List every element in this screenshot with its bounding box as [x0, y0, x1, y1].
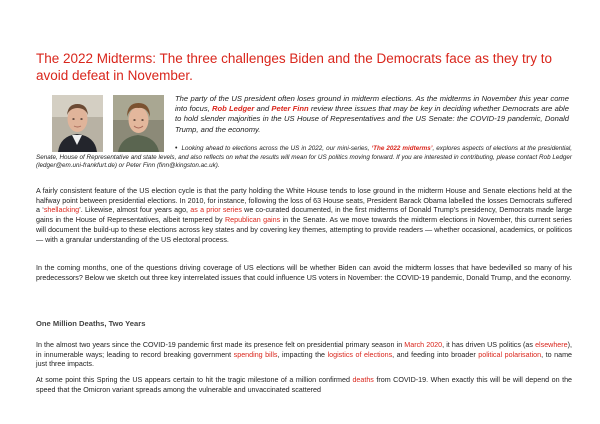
- link-republican-gains[interactable]: Republican gains: [225, 216, 281, 225]
- link-logistics-of-elections[interactable]: logistics of elections: [327, 350, 393, 359]
- author-link-rob-ledger[interactable]: Rob Ledger: [211, 104, 255, 114]
- link-political-polarisation[interactable]: political polarisation: [478, 350, 542, 359]
- bullet-icon: •: [175, 145, 178, 152]
- series-link[interactable]: ‘The 2022 midterms’: [371, 145, 433, 152]
- author-photo-rob-ledger: [52, 95, 103, 152]
- body-paragraph-2: In the coming months, one of the questions driving coverage of US elections will be whether Biden can avoid the midterm losses that have bedevilled so many of his predecessors? Below we sketch out three key interrelated issues that could influence US voters in November: the COVID-19 pandemic, Donald Trump, and the economy.: [36, 264, 572, 282]
- link-prior-series[interactable]: as a prior series: [190, 206, 242, 215]
- body-paragraph-3: In the almost two years since the COVID-19 pandemic first made its presence felt on presidential primary season in March 2020, it has driven US politics (as elsewhere), in innumerable ways; leading to record breaking government spending bills, impacting the logistics of elections, and feeding into broader political polarisation, to name just three impacts.: [36, 341, 572, 369]
- body-paragraph-4: At some point this Spring the US appears certain to hit the tragic milestone of a million confirmed deaths from COVID-19. When exactly this will be will depend on the speed that the Omicron variant spreads among the vulnerable and unvaccinated scattered: [36, 376, 573, 394]
- series-note: • Looking ahead to elections across the US in 2022, our mini-series, ‘The 2022 midterms’, explores aspects of elections at the presidential, Senate, House of Representative and state levels, and also reflects on what the results will mean for US politics moving forward. If you are interested in contributing, please contact Rob Ledger (ledger@em.uni-frankfurt.de) or Peter Finn (finn@kingston.ac.uk).: [36, 145, 573, 170]
- article-standfirst: The party of the US president often loses ground in midterm elections. As the midterms in November this year come into focus, Rob Ledger and Peter Finn review three issues that may be key in deciding whether Democrats are able to hold slender majorities in the US House of Representatives and the US Senate: the COVID-19 pandemic, Donald Trump, and the economy.: [175, 94, 569, 134]
- link-deaths[interactable]: deaths: [352, 376, 374, 384]
- section-heading: One Million Deaths, Two Years: [36, 319, 146, 328]
- link-march-2020[interactable]: March 2020: [404, 341, 443, 349]
- author-link-peter-finn[interactable]: Peter Finn: [271, 104, 309, 114]
- author-photo-peter-finn: [113, 95, 164, 152]
- link-spending-bills[interactable]: spending bills: [233, 350, 278, 359]
- article-title: The 2022 Midterms: The three challenges Biden and the Democrats face as they try to avoid defeat in November.: [36, 51, 553, 83]
- link-elsewhere[interactable]: elsewhere: [535, 341, 568, 349]
- body-paragraph-1: A fairly consistent feature of the US election cycle is that the party holding the White House tends to lose ground in the midterm House and Senate elections held at the halfway point between presidential elections. In 2010, for instance, following the loss of 63 House seats, President Barack Obama labelled the losses Democrats suffered a ‘shellacking’. Likewise, almost four years ago, as a prior series we co-curated documented, in the first midterms of Donald Trump’s presidency, Democrats made large gains in the House of Representatives, albeit tempered by Republican gains in the Senate. As we move towards the midterm elections in November, this current series will document the build-up to these elections across key states and by covering key themes, attempting to provide readers — whether occasional, academics, or politicos — with a granular understanding of the US electoral process.: [36, 187, 573, 244]
- link-shellacking[interactable]: shellacking: [43, 206, 80, 215]
